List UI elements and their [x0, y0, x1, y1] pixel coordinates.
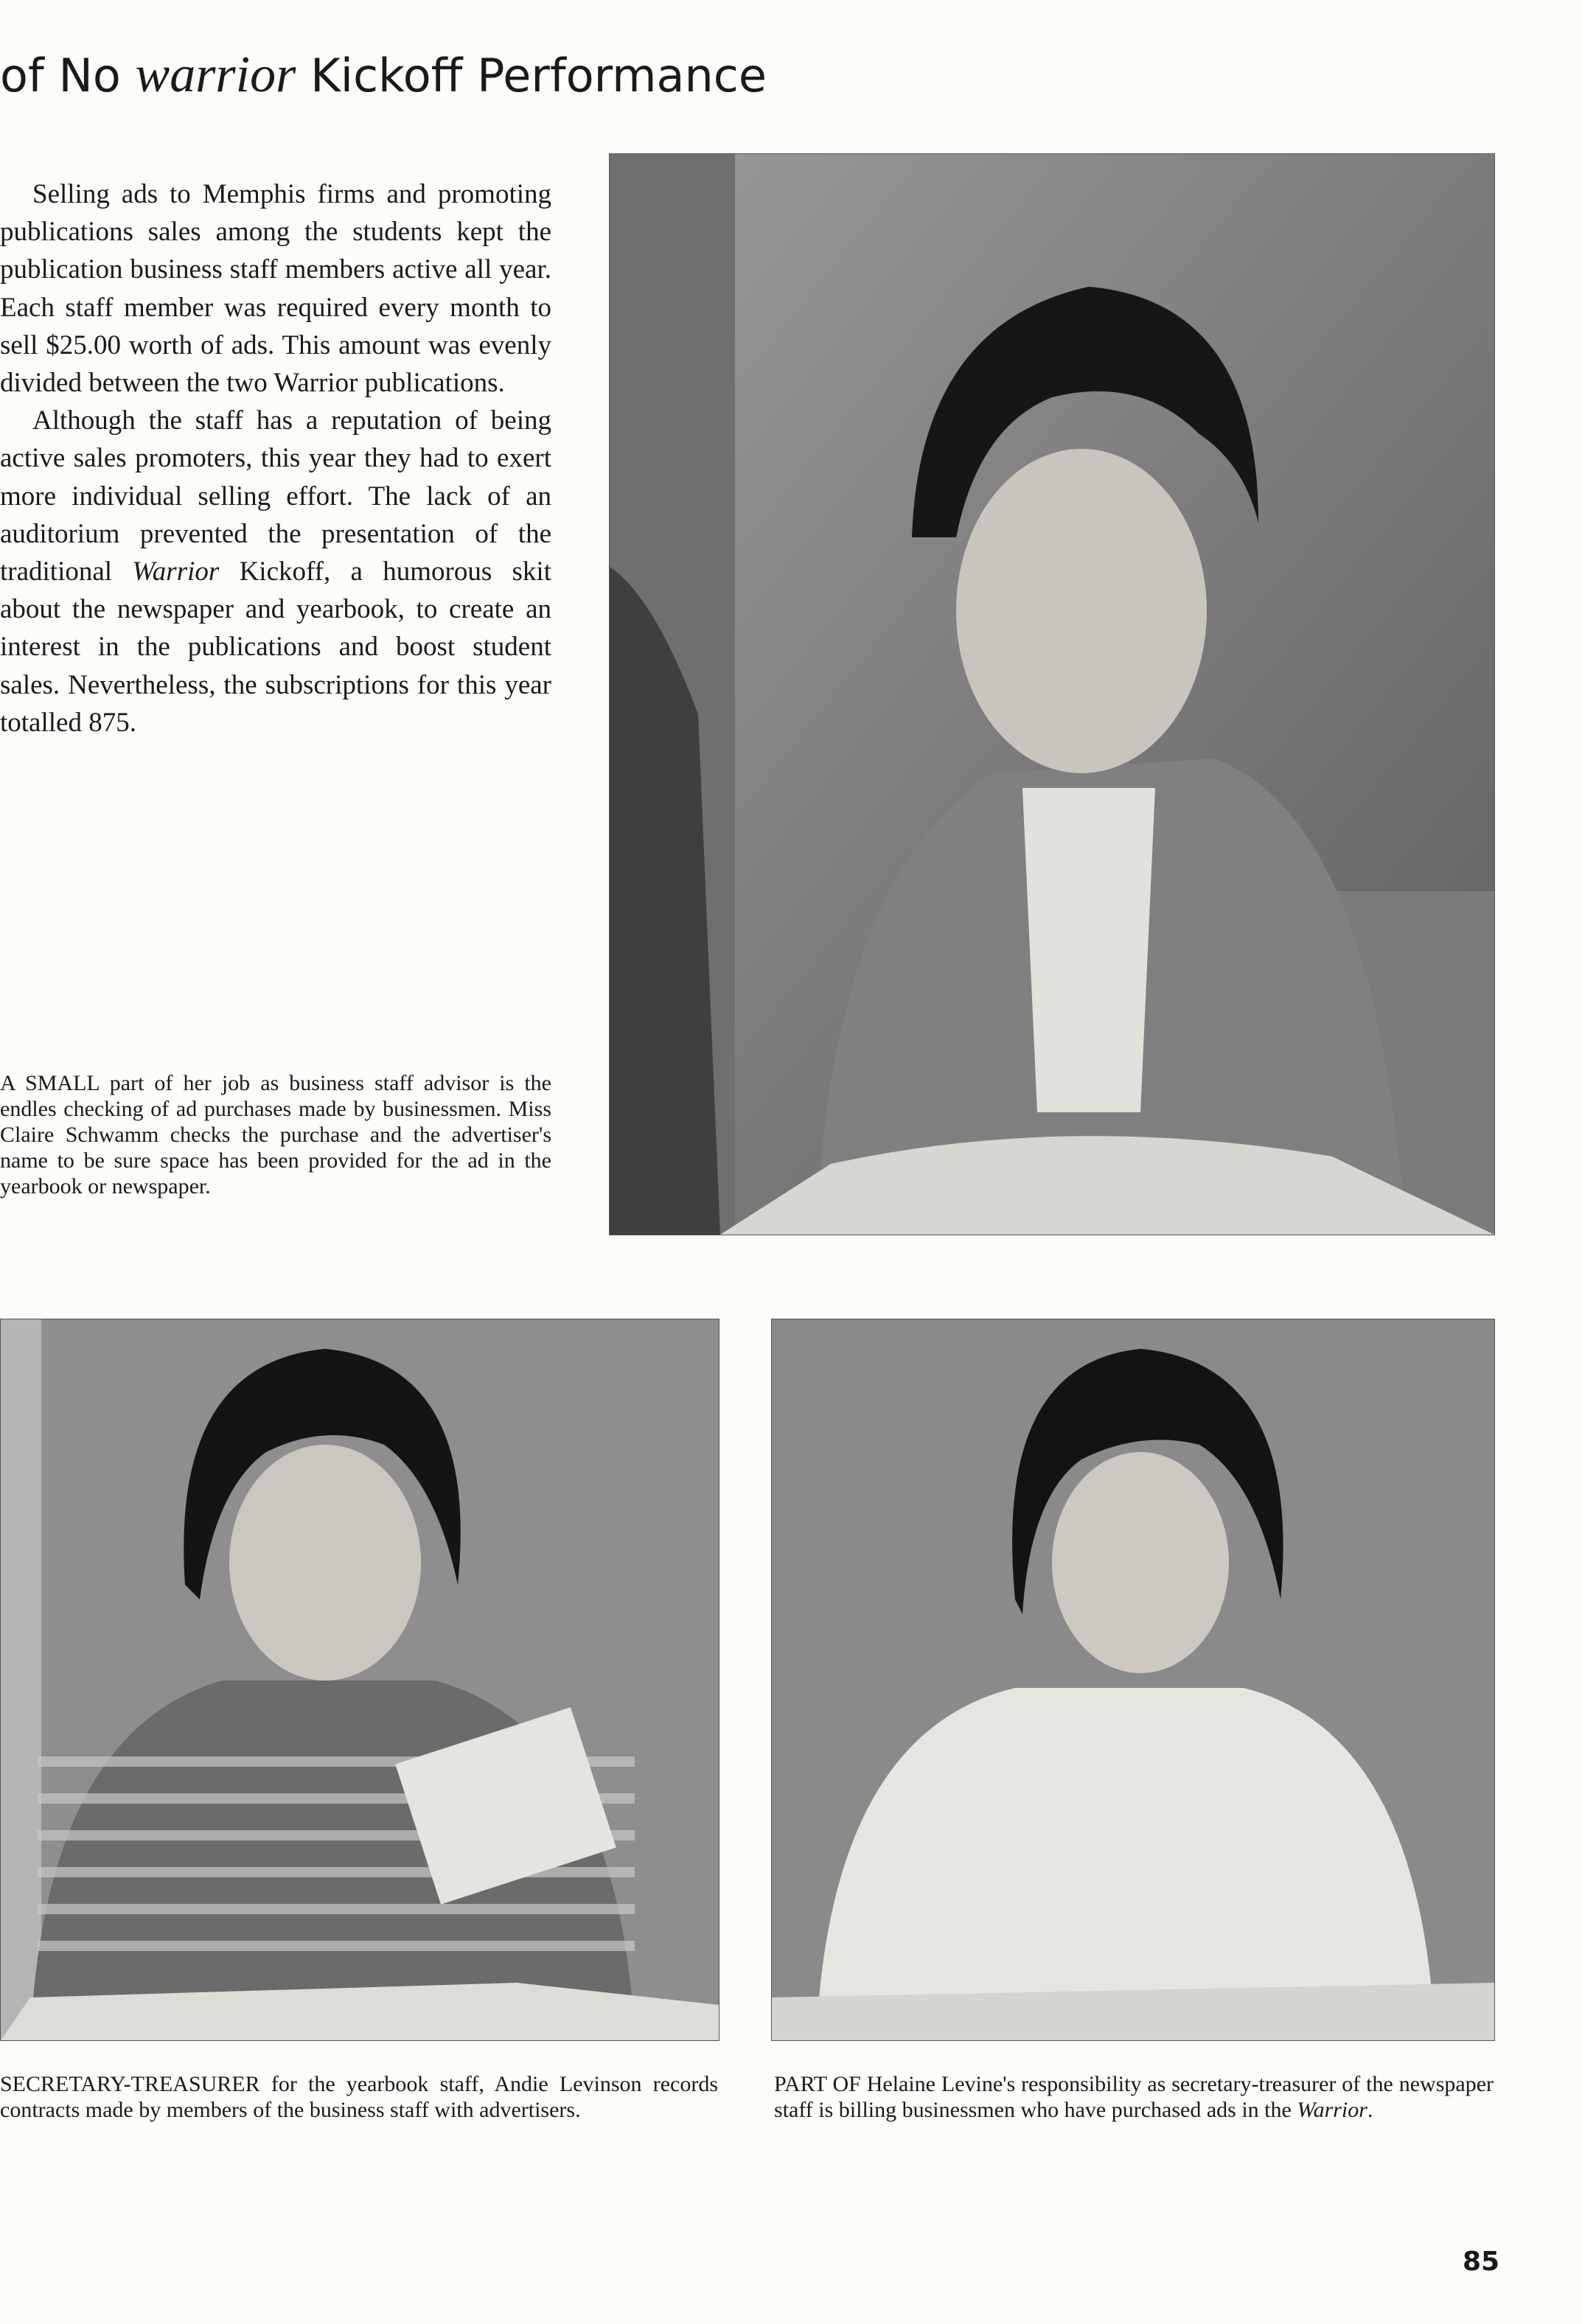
article-paragraph-2: [0, 402, 551, 741]
article-paragraph-1: Selling ads to Memphis firms and promoting publications sales among the students kept the publication business staff members active all year. Each staff member was required every month to sell $25.00 worth of ads. This amount was evenly divided between the two Warrior publications.: [0, 179, 551, 399]
heading-text-start: of No: [0, 49, 136, 102]
caption-advisor: A SMALL part of her job as business staff advisor is the endles checking of ad purchases made by businessmen. Miss Claire Schwamm checks the purchase and the advertiser's name to be sure space has been provided for the ad in the yearbook or newspaper.: [0, 1071, 551, 1198]
photo-newspaper-treasurer: [771, 1319, 1495, 2041]
caption-newspaper-treasurer: [774, 2071, 1494, 2123]
caption-yearbook-treasurer: SECRETARY-TREASURER for the yearbook staff, Andie Levinson records contracts made by members of the business staff with advertisers.: [0, 2072, 718, 2122]
paragraph-2-start: Although the staff has a reputation of being active sales promoters, this year they had to exert more individual selling effort. The lack of an auditorium prevented the presentation of the traditional: [0, 405, 551, 587]
caption-right-italic: Warrior: [1297, 2098, 1367, 2122]
photo-yearbook-treasurer: [0, 1319, 719, 2041]
heading-text-end: Kickoff Performance: [296, 49, 767, 102]
photo-yearbook-treasurer-image: [1, 1319, 719, 2040]
page-number: 85: [1463, 2247, 1500, 2277]
caption-right-end: .: [1367, 2098, 1373, 2122]
photo-advisor-image: [610, 154, 1494, 1235]
photo-newspaper-treasurer-image: [772, 1319, 1494, 2040]
caption-right-start: PART OF Helaine Levine's responsibility as secretary-treasurer of the newspaper staff is billing businessmen who have purchased ads in the: [774, 2072, 1494, 2122]
paragraph-2-italic: Warrior: [132, 556, 220, 587]
page-heading: [0, 46, 1032, 105]
heading-italic-warrior: warrior: [135, 46, 296, 103]
photo-advisor: [609, 153, 1495, 1235]
paragraph-2-end: Kickoff, a humorous skit about the newspaper and yearbook, to create an interest in the publications and boost student sales. Nevertheless, the subscriptions for this year totalled 875.: [0, 556, 551, 738]
article-body: [0, 175, 551, 741]
